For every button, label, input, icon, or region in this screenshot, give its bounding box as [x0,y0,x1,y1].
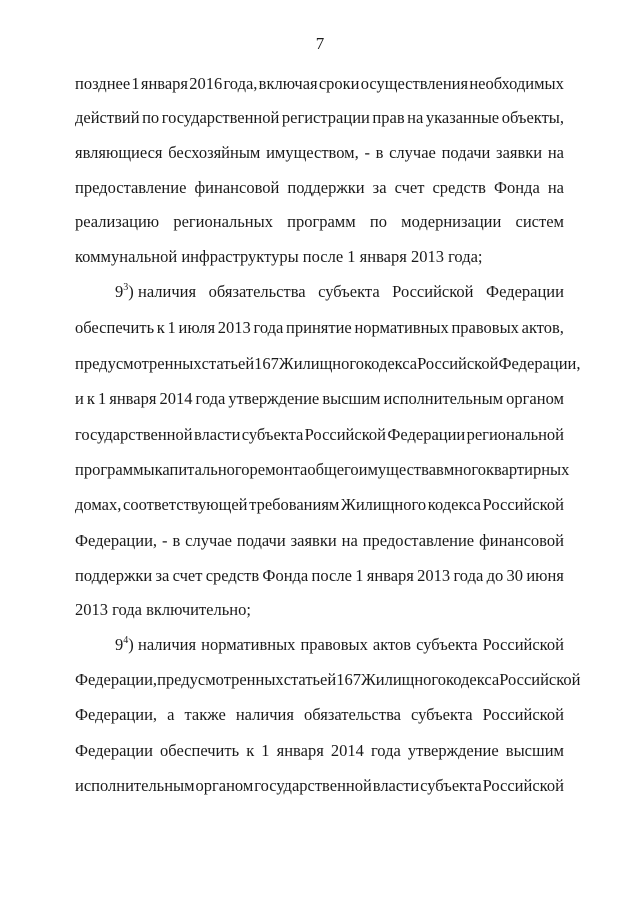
text-line: поддержки за счет средств Фонда после 1 января 2013 года до 30 июня [75,566,564,585]
text-line: предусмотренных статьей 167 Жилищного кодекса Российской Федерации, [75,354,581,373]
text-line: исполнительным органом государственной власти субъекта Российской [75,776,564,795]
text-line: коммунальной инфраструктуры после 1 января 2013 года; [75,247,483,266]
text-line: 2013 года включительно; [75,600,251,619]
text-line: являющиеся бесхозяйным имуществом, - в случае подачи заявки на [75,143,564,162]
text-line: и к 1 января 2014 года утверждение высшим исполнительным органом [75,389,564,408]
text-line: наличия нормативных правовых актов субъекта Российской [138,635,564,654]
text-line: обеспечить к 1 июля 2013 года принятие нормативных правовых актов, [75,318,564,337]
list-item-number: $9^3$) [115,281,134,301]
text-line: Федерации, предусмотренных статьей 167 Жилищного кодекса Российской [75,670,581,689]
text-line: позднее 1 января 2016 года, включая сроки осуществления необходимых [75,74,564,93]
text-line: домах, соответствующей требованиям Жилищного кодекса Российской [75,495,564,514]
text-line: Федерации, - в случае подачи заявки на предоставление финансовой [75,531,564,550]
text-line: государственной власти субъекта Российской Федерации региональной [75,425,564,444]
text-line: предоставление финансовой поддержки за счет средств Фонда на [75,178,564,197]
text-line: Федерации обеспечить к 1 января 2014 года утверждение высшим [75,741,564,760]
text-line: наличия обязательства субъекта Российской Федерации [138,282,564,301]
page-number: 7 [315,34,325,53]
text-line: программы капитального ремонта общего имущества в многоквартирных [75,460,570,479]
text-line: действий по государственной регистрации прав на указанные объекты, [75,108,564,127]
list-item-number: $9^4$) [115,634,134,654]
text-line: Федерации, а также наличия обязательства субъекта Российской [75,705,564,724]
text-line: реализацию региональных программ по модернизации систем [75,212,564,231]
